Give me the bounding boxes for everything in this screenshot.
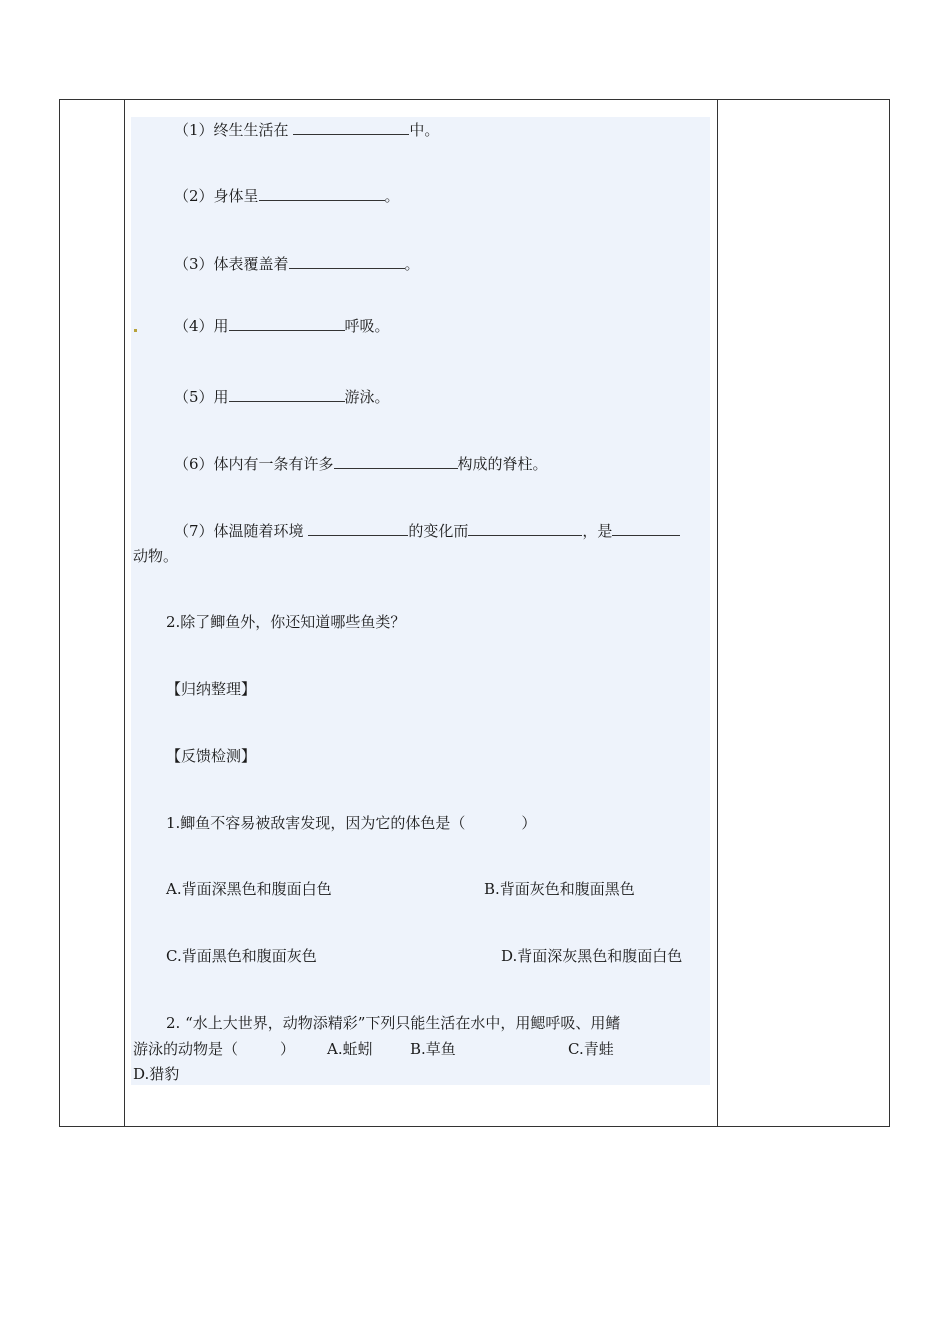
fill-item-7-mid: 的变化而 [408,522,469,540]
mc-question-1 [166,813,536,833]
fill-item-2-suffix: 。 [384,187,400,205]
fill-item-7-prefix: （7）体温随着环境 [174,522,304,540]
mc2-option-d: D.猎豹 [133,1065,180,1083]
mc-question-2-line1: 2. “水上大世界，动物添精彩”下列只能生活在水中，用鳃呼吸、用鳍 [166,1014,621,1032]
fill-item-5-prefix: （5）用 [174,388,229,406]
section-feedback-heading: 【反馈检测】 [166,747,257,765]
fill-item-4 [174,316,390,336]
fill-blank-6[interactable] [334,454,458,469]
mc1-option-c: C.背面黑色和腹面灰色 [166,947,317,965]
fill-blank-3[interactable] [289,254,405,269]
fill-item-7 [174,521,680,541]
fill-blank-2[interactable] [259,186,385,201]
fill-blank-7b[interactable] [468,521,582,536]
fill-item-6 [174,454,548,474]
fill-item-7-mid2: ，是 [582,522,613,540]
mc-question-1-close: ） [521,814,537,832]
question-2: 2.除了鲫鱼外，你还知道哪些鱼类？ [166,613,406,631]
fill-item-1 [174,120,439,140]
fill-item-1-suffix: 中。 [409,121,440,139]
mc-question-2-paren: ） [280,1040,296,1058]
fill-item-5 [174,387,390,407]
fill-blank-5[interactable] [229,387,345,402]
fill-item-2 [174,186,400,206]
section-summary-heading: 【归纳整理】 [166,680,257,698]
fill-blank-1[interactable] [293,120,409,135]
fill-item-5-suffix: 游泳。 [344,388,390,406]
fill-blank-7a[interactable] [308,521,408,536]
mark-dot [134,329,137,332]
fill-blank-4[interactable] [229,316,345,331]
mc1-option-d: D.背面深灰黑色和腹面白色 [501,947,683,965]
fill-item-7-continuation: 动物。 [133,547,179,565]
fill-item-3-suffix: 。 [404,255,420,273]
mc1-option-a: A.背面深黑色和腹面白色 [166,880,332,898]
mc-question-2-line2 [133,1039,295,1059]
mc2-option-c: C.青蛙 [568,1040,614,1058]
fill-item-6-suffix: 构成的脊柱。 [457,455,548,473]
mc2-option-a: A.蚯蚓 [327,1040,373,1058]
fill-item-1-prefix: （1）终生生活在 [174,121,289,139]
fill-item-6-prefix: （6）体内有一条有许多 [174,455,334,473]
fill-item-3 [174,254,420,274]
fill-blank-7c[interactable] [612,521,680,536]
mc-question-1-text: 1.鲫鱼不容易被敌害发现，因为它的体色是（ [166,814,466,832]
mc1-option-b: B.背面灰色和腹面黑色 [484,880,635,898]
fill-item-4-prefix: （4）用 [174,317,229,335]
mc-question-2-prefix: 游泳的动物是（ [133,1040,239,1058]
fill-item-4-suffix: 呼吸。 [344,317,390,335]
mc2-option-b: B.草鱼 [410,1040,456,1058]
fill-item-2-prefix: （2）身体呈 [174,187,259,205]
fill-item-3-prefix: （3）体表覆盖着 [174,255,289,273]
